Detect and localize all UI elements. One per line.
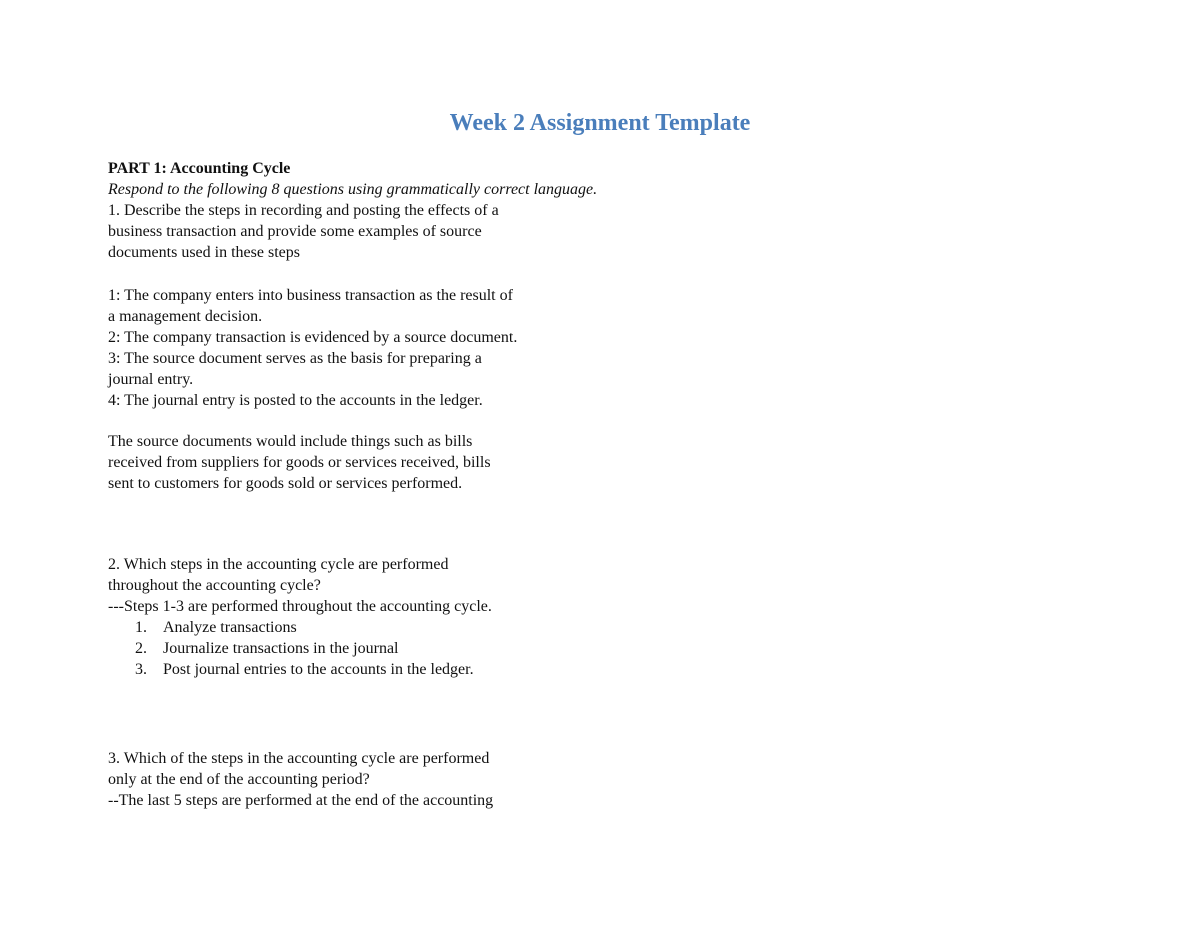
q1-question-line: 1. Describe the steps in recording and posting the effects of a	[108, 202, 499, 219]
q2-answer: ---Steps 1-3 are performed throughout the accounting cycle.	[108, 598, 492, 615]
q1-sources-line: sent to customers for goods sold or services performed.	[108, 475, 463, 492]
q3-answer: --The last 5 steps are performed at the end of the accounting	[108, 792, 494, 809]
q1-sources-line: The source documents would include things such as bills	[108, 433, 473, 450]
q3-question-line: only at the end of the accounting period?	[108, 771, 370, 788]
q2-question-line: throughout the accounting cycle?	[108, 577, 321, 594]
list-item: Analyze transactions	[163, 619, 297, 636]
q1-answer-line: journal entry.	[108, 371, 194, 388]
list-item: Post journal entries to the accounts in the ledger.	[163, 661, 474, 678]
q2-question-line: 2. Which steps in the accounting cycle are performed	[108, 556, 449, 573]
list-number: 1.	[135, 619, 147, 636]
q1-sources-line: received from suppliers for goods or services received, bills	[108, 454, 491, 471]
list-number: 2.	[135, 640, 147, 657]
q1-answer-line: 3: The source document serves as the basis for preparing a	[108, 350, 482, 367]
q1-answer-line: 1: The company enters into business transaction as the result of	[108, 287, 513, 304]
list-item: Journalize transactions in the journal	[163, 640, 399, 657]
document-title: Week 2 Assignment Template	[449, 110, 751, 136]
part-heading: PART 1: Accounting Cycle	[108, 160, 291, 177]
q1-answer-line: 4: The journal entry is posted to the accounts in the ledger.	[108, 392, 483, 409]
q3-question-line: 3. Which of the steps in the accounting cycle are performed	[108, 750, 490, 767]
q1-question-line: business transaction and provide some examples of source	[108, 223, 482, 240]
q1-answer-line: 2: The company transaction is evidenced by a source document.	[108, 329, 518, 346]
instructions: Respond to the following 8 questions using grammatically correct language.	[108, 181, 598, 198]
q1-answer-line: a management decision.	[108, 308, 263, 325]
list-number: 3.	[135, 661, 147, 678]
q1-question-line: documents used in these steps	[108, 244, 300, 261]
